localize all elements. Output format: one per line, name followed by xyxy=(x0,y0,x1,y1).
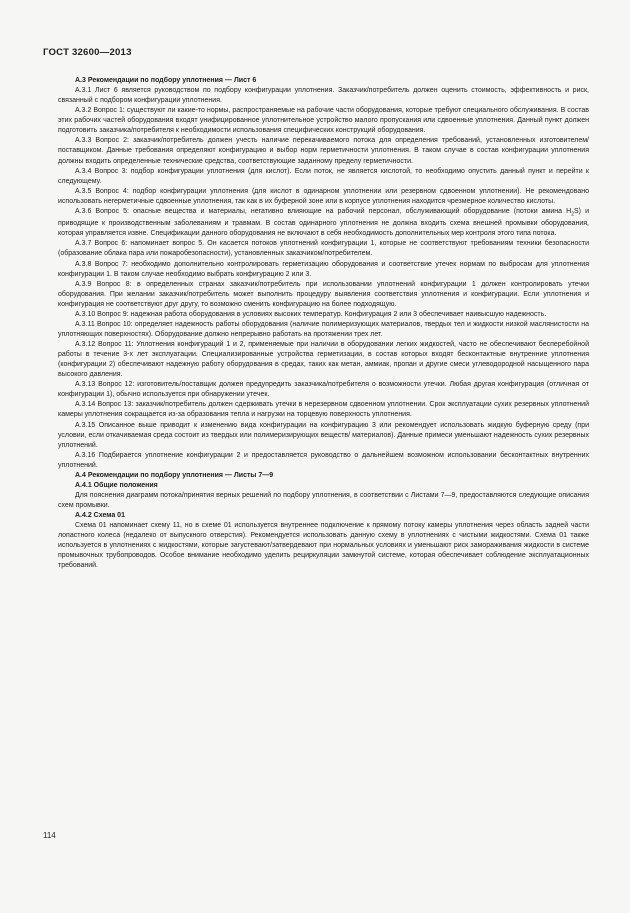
paragraph: А.3.4 Вопрос 3: подбор конфигурации уплотнения (для кислот). Если поток, не является кислотой, то необходимо опустить данный пункт и перейти к следующему. xyxy=(58,167,589,185)
page-number: 114 xyxy=(43,831,56,840)
paragraph: А.3.14 Вопрос 13: заказчик/потребитель должен сдерживать утечки в нерезервном сдвоенном уплотнении. Срок эксплуатации сухих резервных уплотнений камеры уплотнения сокращается из-за образования тепла и нагрузки на торцевую поверхность уплотнения. xyxy=(58,401,589,419)
paragraph: А.3.15 Описанное выше приводит к изменению вида конфигурации на конфигурацию 3 или рекомендует использовать жидкую буферную среду (при условии, если откачиваемая среда состоит из твердых или полимеризирующих веществ/ материалов). Данные примеси уменьшают надежность сухих резервных уплотнений. xyxy=(58,421,589,449)
paragraph: А.3.2 Вопрос 1: существуют ли какие-то нормы, распространяемые на рабочие части оборудования, которые требуют специального обслуживания. В состав этих рабочих частей оборудования входят унифицированное уплотнительное устройство малого пропускания или сдвоенные уплотнения. Данный пункт должен подготовить заказчика/потребителя к необходимости использования специфических конструкций оборудования. xyxy=(58,107,589,135)
paragraph: А.3.12 Вопрос 11: Уплотнения конфигураций 1 и 2, применяемые при наличии в оборудовании легких жидкостей, часто не обеспечивают бесперебойной работы в течение 3-х лет эксплуатации. Специализированные устройства герметизации, в состав которых входят бесконтактные внутренние уплотнения (конфигурации 2) обеспечивают надежную работу оборудования в средах, таких как метан, аммиак, пропан и другие смеси углеводородной насыщенного пара высокого давления. xyxy=(58,341,589,379)
paragraph: А.3.1 Лист 6 является руководством по подбору конфигурации уплотнения. Заказчик/потребитель должен оценить стоимость, эффективность и риск, связанный с подбором конфигурации уплотнения. xyxy=(58,87,589,105)
paragraph: А.3.3 Вопрос 2: заказчик/потребитель должен учесть наличие перекачиваемого потока для определения требований, установленных изготовителем/поставщиком. Данные требования определяют конфигурацию и выбор норм герметичности уплотнения. В таком случае в состав конфигурации уплотнения должны входить определенные технические средства, соответствующие заданному пределу герметичности. xyxy=(58,137,589,165)
paragraph-text: S) и приводящие к производственным заболеваниям и травмам. В состав одинарного уплотнения не должна входить схема внешней промывки оборудования, которая управляется извне. Спецификации данного оборудования не включают в себя необходимость дополнительных мер контроля этого типа потока. xyxy=(58,207,589,238)
document-body xyxy=(58,76,589,571)
paragraph: Для пояснения диаграмм потока/принятия верных решений по подбору уплотнения, в соответствии с Листами 7—9, предоставляются следующие описания схем промывки. xyxy=(58,491,589,510)
paragraph-text: А.3.6 Вопрос 5: опасные вещества и материалы, негативно влияющие на рабочий персонал, обслуживающий оборудование (потоки амина H xyxy=(75,207,572,215)
paragraph: А.3.11 Вопрос 10: определяет надежность работы оборудования (наличие полимеризующих материалов, твердых тел и жидкости низкой маслянистости на уплотняющих поверхностях). Оборудование должно непрерывно работать на протяжении трех лет. xyxy=(58,320,589,338)
document-header: ГОСТ 32600—2013 xyxy=(43,47,132,58)
paragraph: А.3.16 Подбирается уплотнение конфигурации 2 и предоставляется руководство о дальнейшем возможном использовании бесконтактных внутренних уплотнений. xyxy=(58,451,589,469)
section-heading: А.4.1 Общие положения xyxy=(75,481,158,489)
paragraph: А.3.5 Вопрос 4: подбор конфигурации уплотнения (для кислот в одинарном уплотнении или резервном сдвоенном уплотнении). Не рекомендовано использовать негерметичные сдвоенные уплотнения, так как в их буферной зоне или в корпусе уплотнения находится чрезмерное количество кислоты. xyxy=(58,187,589,205)
paragraph: А.3.9 Вопрос 8: в определенных странах заказчик/потребитель при использовании уплотнений конфигурации 1 должен контролировать утечки оборудования. При желании заказчик/потребитель может выполнить процедуру выявления соответствия уплотнения и конфигурации. Если уплотнения и конфигурация не соответствуют друг другу, то возможно сменить конфигурацию на более подходящую. xyxy=(58,280,589,308)
paragraph: А.3.13 Вопрос 12: изготовитель/поставщик должен предупредить заказчика/потребителя о возможности утечки. Любая другая конфигурация (отличная от конфигурации 1), обычно используется при обнаружении утечек. xyxy=(58,381,589,399)
paragraph: Схема 01 напоминает схему 11, но в схеме 01 используется внутреннее подключение к прямому потоку камеры уплотнения через область задней части лопастного колеса (недалеко от выпускного отверстия). Рекомендуется использовать данную схему в уплотнениях с чистыми жидкостями. Схема 01 также используется в уплотнениях с жидкостями, которые загустевают/затвердевают при нормальных условиях и уменьшают риск замораживания жидкости в системе промывочных трубопроводов. Особое внимание необходимо уделить рециркуляции замкнутой системе, которая обеспечивает соблюдение эксплуатационных требований. xyxy=(58,522,589,570)
paragraph: А.3.7 Вопрос 6: напоминает вопрос 5. Он касается потоков уплотнений конфигурации 1, которые не соответствуют требованиям техники безопасности (образование облака пара или пожаробезопасности), установленных заказчиком/потребителем. xyxy=(58,240,589,258)
section-heading: А.4.2 Схема 01 xyxy=(75,512,125,520)
paragraph: А.3.8 Вопрос 7: необходимо дополнительно контролировать герметизацию оборудования и соответствие утечек нормам по выбросам для уплотнения конфигурации 1. В таком случае необходимо выбрать конфигурацию 2 или 3. xyxy=(58,260,589,278)
subscript: 2 xyxy=(571,211,574,218)
paragraph: А.3.10 Вопрос 9: надежная работа оборудования в условиях высоких температур. Конфигурация 2 или 3 обеспечивает наивысшую надежность. xyxy=(75,310,547,318)
section-heading: А.3 Рекомендации по подбору уплотнения — Лист 6 xyxy=(75,77,257,84)
section-heading: А.4 Рекомендации по подбору уплотнения — Листы 7—9 xyxy=(75,471,274,479)
paragraph xyxy=(58,207,589,240)
